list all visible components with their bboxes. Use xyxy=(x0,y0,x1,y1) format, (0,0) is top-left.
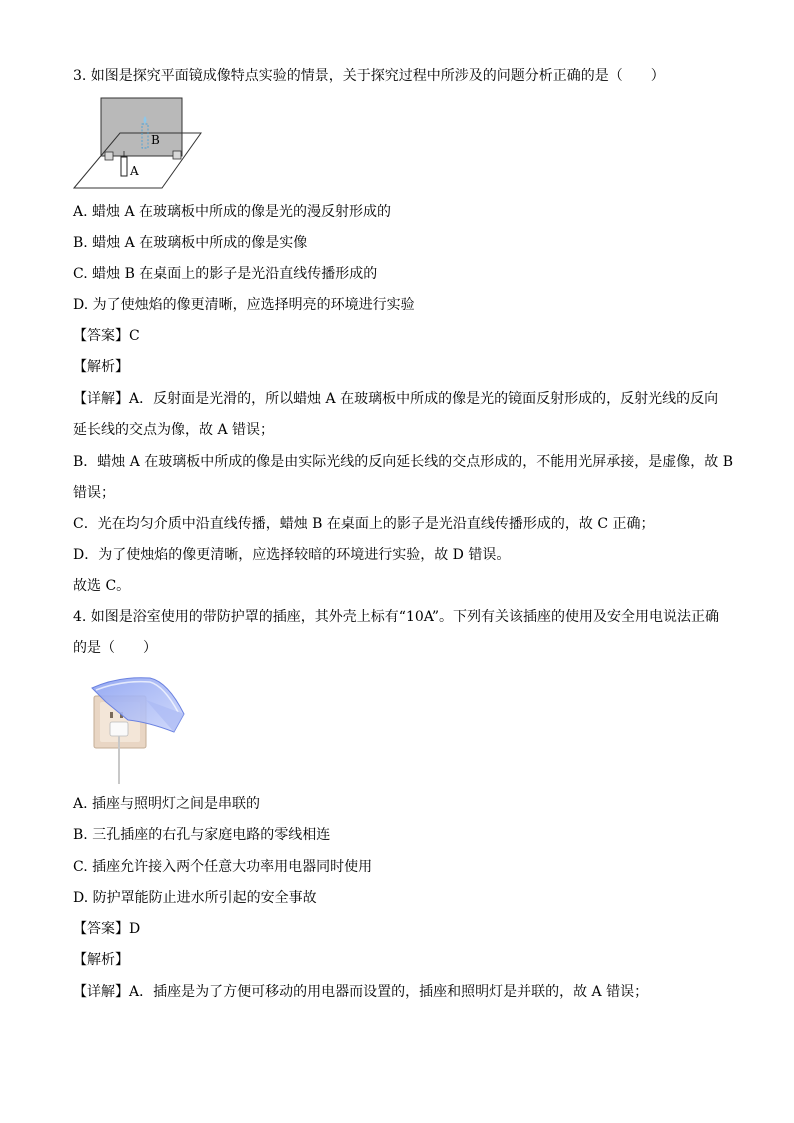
q3-answer xyxy=(73,326,140,346)
support-block-right xyxy=(173,151,181,159)
q3-option-d: D. 为了使烛焰的像更清晰，应选择明亮的环境进行实验 xyxy=(73,297,415,313)
q3-detail-line-6: D．为了使烛焰的像更清晰，应选择较暗的环境进行实验，故 D 错误。 xyxy=(73,547,511,563)
label-b: B xyxy=(151,133,160,147)
q4-stem-line-1: 4. 如图是浴室使用的带防护罩的插座，其外壳上标有“10A”。下列有关该插座的使用及安全用电说法正确 xyxy=(73,609,719,625)
q4-option-c: C. 插座允许接入两个任意大功率用电器同时使用 xyxy=(73,859,373,875)
q3-option-b: B. 蜡烛 A 在玻璃板中所成的像是实像 xyxy=(73,235,308,251)
q4-detail-line-1: 【详解】A．插座是为了方便可移动的用电器而设置的，插座和照明灯是并联的，故 A 错误； xyxy=(73,984,649,1000)
q4-option-b: B. 三孔插座的右孔与家庭电路的零线相连 xyxy=(73,827,331,843)
q3-detail-line-3: B．蜡烛 A 在玻璃板中所成的像是由实际光线的反向延长线的交点形成的，不能用光屏承接，是虚像，故 B xyxy=(73,454,734,470)
answer-tag: 【答案】 xyxy=(73,921,129,937)
q3-detail-line-2: 延长线的交点为像，故 A 错误； xyxy=(73,422,275,438)
q3-detail-line-1: 【详解】A．反射面是光滑的，所以蜡烛 A 在玻璃板中所成的像是光的镜面反射形成的，反射光线的反向 xyxy=(73,391,719,407)
q4-analysis-tag: 【解析】 xyxy=(73,952,129,968)
q3-detail-line-7: 故选 C。 xyxy=(73,578,131,594)
socket-with-cover-figure xyxy=(88,674,188,786)
answer-value: D xyxy=(129,921,141,937)
q3-analysis-tag: 【解析】 xyxy=(73,359,129,375)
q3-stem: 3. 如图是探究平面镜成像特点实验的情景，关于探究过程中所涉及的问题分析正确的是（ ） xyxy=(73,68,665,84)
answer-value: C xyxy=(129,328,140,344)
q4-option-d: D. 防护罩能防止进水所引起的安全事故 xyxy=(73,890,317,906)
q3-option-a: A. 蜡烛 A 在玻璃板中所成的像是光的漫反射形成的 xyxy=(73,204,392,220)
q3-option-c: C. 蜡烛 B 在桌面上的影子是光沿直线传播形成的 xyxy=(73,266,378,282)
plug xyxy=(110,722,128,736)
candle-a xyxy=(121,157,127,176)
glass-plate xyxy=(101,98,182,156)
q4-answer xyxy=(73,919,140,939)
support-block-left xyxy=(105,152,113,160)
answer-tag: 【答案】 xyxy=(73,328,129,344)
socket-hole-left xyxy=(110,712,113,718)
plane-mirror-experiment-figure xyxy=(70,96,205,192)
q4-stem-line-2: 的是（ ） xyxy=(73,640,157,656)
label-a: A xyxy=(130,164,139,178)
q3-detail-line-4: 错误； xyxy=(73,485,115,501)
q4-option-a: A. 插座与照明灯之间是串联的 xyxy=(73,796,261,812)
q3-detail-line-5: C．光在均匀介质中沿直线传播，蜡烛 B 在桌面上的影子是光沿直线传播形成的，故 C 正确； xyxy=(73,516,655,532)
